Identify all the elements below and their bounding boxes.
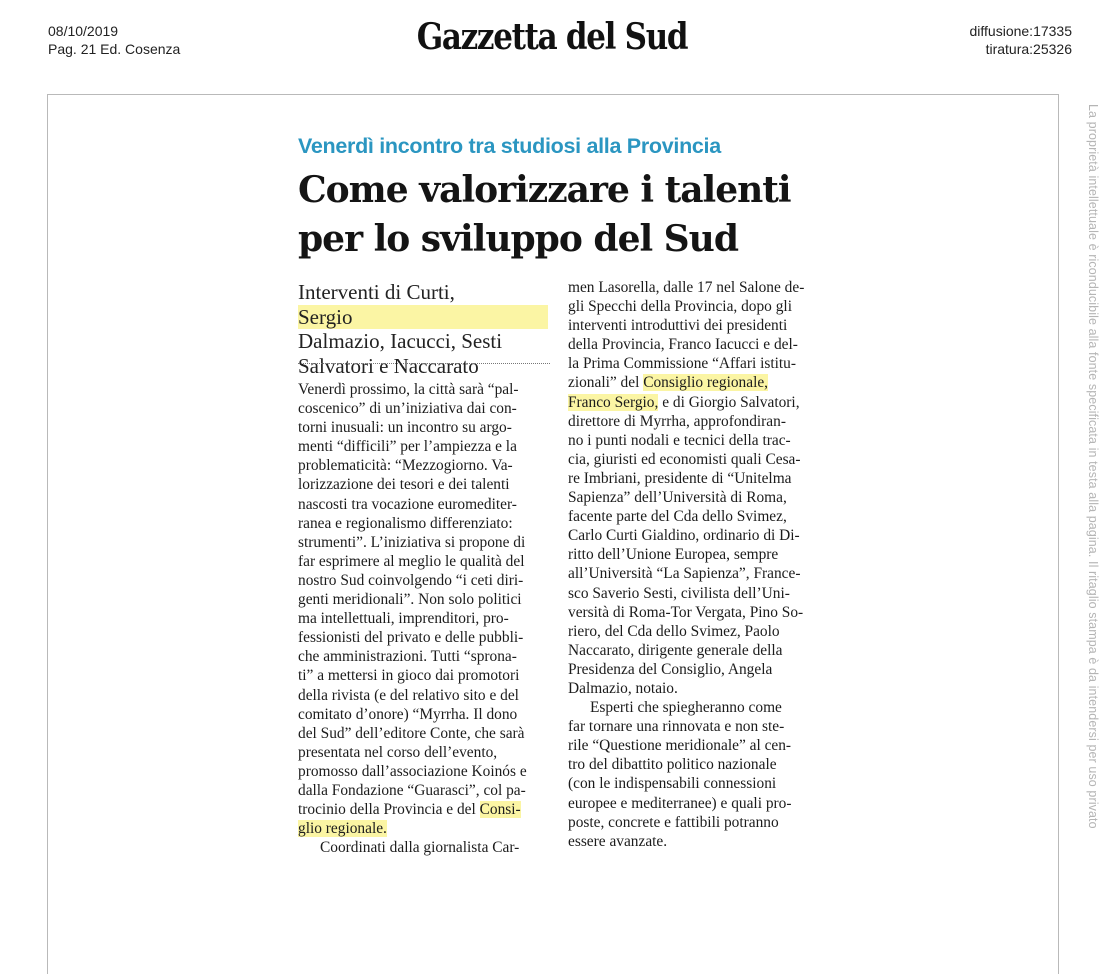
newspaper-masthead: Gazzetta del Sud xyxy=(416,16,688,58)
text-line: ti” a mettersi in gioco dai promotori xyxy=(298,667,520,685)
dotted-divider xyxy=(298,363,550,364)
text-line: essere avanzate. xyxy=(568,832,668,850)
text-line: zionali” del Consiglio regionale, xyxy=(568,374,769,392)
text-line: facente parte del Cda dello Svimez, xyxy=(568,508,787,526)
text-line: tro del dibattito politico nazionale xyxy=(568,756,777,774)
text-line: presentata nel corso dell’evento, xyxy=(298,743,498,761)
text-line: rile “Questione meridionale” al cen- xyxy=(568,737,792,755)
subhead-line: Dalmazio, Iacucci, Sesti xyxy=(298,329,503,353)
text-line: far tornare una rinnovata e non ste- xyxy=(568,718,785,736)
text-line: Venerdì prossimo, la città sarà “pal- xyxy=(298,381,519,398)
text-line: Presidenza del Consiglio, Angela xyxy=(568,660,773,678)
text-line: versità di Roma-Tor Vergata, Pino So- xyxy=(568,603,804,621)
text-line: trocinio della Provincia e del Consi- xyxy=(298,801,521,819)
text-line: menti “difficili” per l’ampiezza e la xyxy=(298,438,517,456)
article-column-right xyxy=(568,278,822,851)
text-line: nostro Sud coinvolgendo “i ceti diri- xyxy=(298,571,524,589)
text-line: torni inusuali: un incontro su argo- xyxy=(298,419,512,437)
clipping-header-right xyxy=(970,22,1073,58)
text-line: Coordinati dalla giornalista Car- xyxy=(320,839,520,857)
text-line: ritto dell’Unione Europea, sempre xyxy=(568,546,779,564)
text-line: Carlo Curti Gialdino, ordinario di Di- xyxy=(568,527,800,545)
text-line: poste, concrete e fattibili potranno xyxy=(568,813,779,831)
highlighted-term: Consiglio regionale, xyxy=(643,374,769,392)
text-line: strumenti”. L’iniziativa si propone di xyxy=(298,533,526,551)
headline-line: per lo sviluppo del Sud xyxy=(298,218,739,260)
text-line: lorizzazione dei tesori e dei talenti xyxy=(298,476,510,494)
text-line: della rivista (e del relativo sito e del xyxy=(298,686,519,704)
page-edition: Pag. 21 Ed. Cosenza xyxy=(48,41,181,57)
text-line: che amministrazioni. Tutti “sprona- xyxy=(298,648,517,666)
text-line: dalla Fondazione “Guarasci”, col pa- xyxy=(298,781,526,799)
text-line: coscenico” di un’iniziativa dai con- xyxy=(298,400,517,418)
diffusione: diffusione:17335 xyxy=(969,23,1072,39)
copyright-side-note: La proprietà intellettuale è riconducibile alla fonte specificata in testa alla pagina. Il ritaglio stampa è da intendersi per uso privato xyxy=(1086,104,1100,829)
text-line xyxy=(298,819,552,838)
text-line: (con le indispensabili connessioni xyxy=(568,775,777,793)
article-headline xyxy=(298,166,858,264)
text-line: Esperti che spiegheranno come xyxy=(590,699,782,717)
tiratura: tiratura:25326 xyxy=(985,41,1072,57)
text-line: men Lasorella, dalle 17 nel Salone de- xyxy=(568,279,805,296)
text-line: fessionisti del privato e delle pubbli- xyxy=(298,629,524,647)
text-line: ma intellettuali, imprenditori, pro- xyxy=(298,610,509,628)
text-line: nascosti tra vocazione euromediter- xyxy=(298,495,517,513)
text-line: europee e mediterranee) e quali pro- xyxy=(568,794,792,812)
text-line: problematicità: “Mezzogiorno. Va- xyxy=(298,457,513,475)
text-line: della Provincia, Franco Iacucci e del- xyxy=(568,336,798,354)
subhead-line: Salvatori e Naccarato xyxy=(298,353,479,378)
text-line: no i punti nodali e tecnici della trac- xyxy=(568,431,791,449)
text-line: Franco Sergio, e di Giorgio Salvatori, xyxy=(568,393,800,411)
highlighted-term: Franco Sergio, xyxy=(568,393,659,411)
text-line: direttore di Myrrha, approfondiran- xyxy=(568,412,786,430)
subhead-line: Interventi di Curti, Sergio xyxy=(298,280,548,329)
highlighted-term: Consi- xyxy=(479,801,521,819)
text-line: genti meridionali”. Non solo politici xyxy=(298,591,522,609)
article-kicker: Venerdì incontro tra studiosi alla Provincia xyxy=(298,134,721,158)
highlighted-term: glio regionale. xyxy=(298,820,387,838)
article-column-left xyxy=(298,380,552,857)
headline-line: Come valorizzare i talenti xyxy=(298,169,791,211)
text-line: promosso dall’associazione Koinós e xyxy=(298,762,527,780)
text-line: re Imbriani, presidente di “Unitelma xyxy=(568,469,792,487)
text-line: del Sud” dell’editore Conte, che sarà xyxy=(298,724,525,742)
text-line: Dalmazio, notaio. xyxy=(568,679,678,697)
text-line: riero, del Cda dello Svimez, Paolo xyxy=(568,622,780,640)
text-line: Sapienza” dell’Università di Roma, xyxy=(568,489,787,507)
text-line: gli Specchi della Provincia, dopo gli xyxy=(568,298,792,316)
text-line: interventi introduttivi dei presidenti xyxy=(568,317,788,335)
highlighted-term: Sergio xyxy=(298,305,548,330)
text-line: all’Università “La Sapienza”, France- xyxy=(568,565,801,583)
text-line: far esprimere al meglio le qualità del xyxy=(298,552,525,570)
text-line: comitato d’onore) “Myrrha. Il dono xyxy=(298,705,518,723)
text-line: sco Saverio Sesti, civilista dell’Uni- xyxy=(568,584,790,602)
text-line: Naccarato, dirigente generale della xyxy=(568,641,783,659)
text-line: ranea e regionalismo differenziato: xyxy=(298,514,513,532)
text-line: la Prima Commissione “Affari istitu- xyxy=(568,355,796,373)
publication-date: 08/10/2019 xyxy=(48,23,119,39)
text-line: cia, giuristi ed economisti quali Cesa- xyxy=(568,450,801,468)
